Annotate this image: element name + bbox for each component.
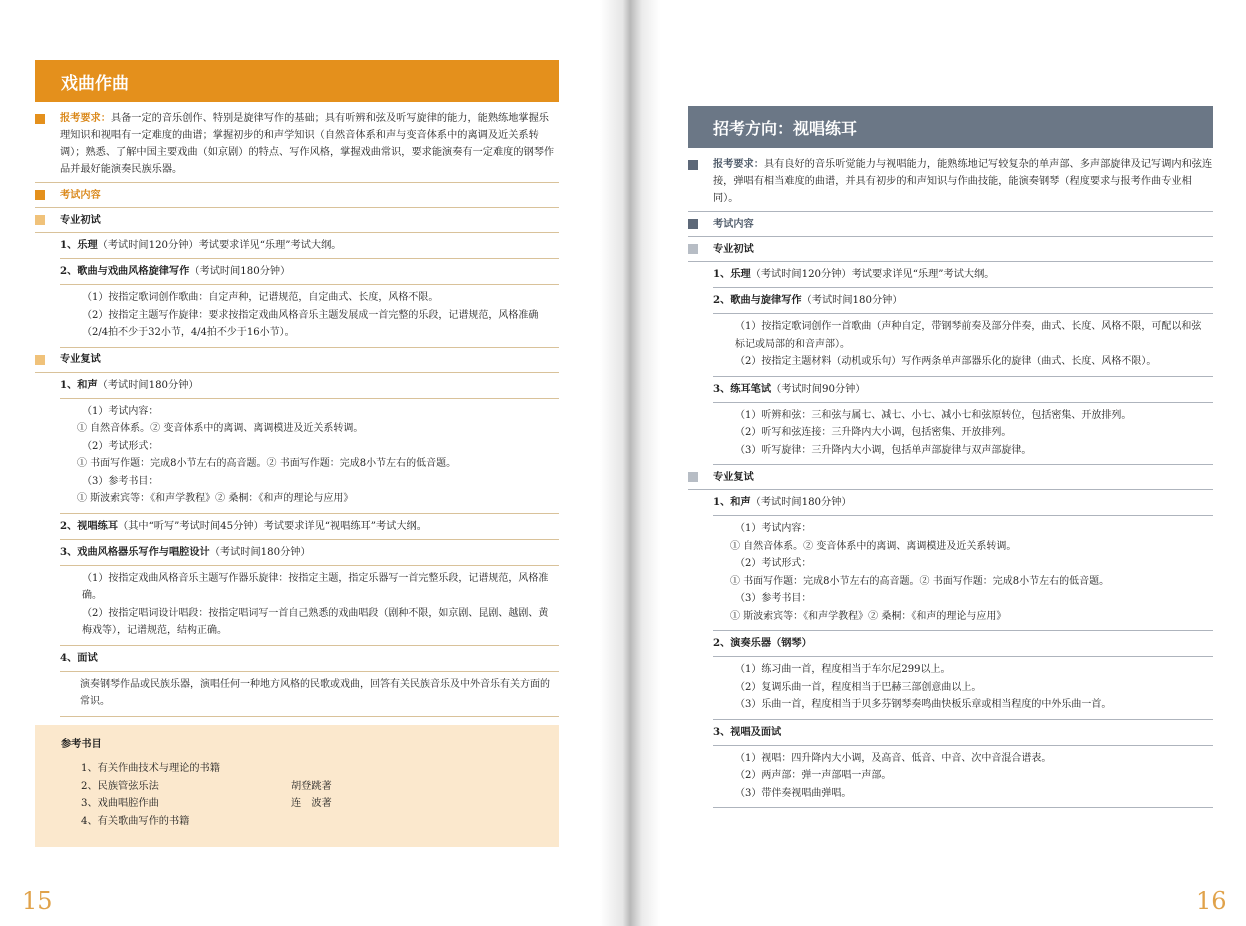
- section-detail: （1）考试内容： ① 自然音体系。② 变音体系中的离调、离调模进及近关系转调。 （2）考试形式： ① 书面写作题：完成8小节左右的高音题。② 书面写作题：完成8小节左右的低音题。 （3）参考书目： ① 斯波索宾等：《和声学教程》② 桑桐：《和声的理论与应用》: [60, 399, 559, 514]
- ref-row: 4、有关歌曲写作的书籍: [81, 815, 190, 827]
- requirements: [688, 156, 1213, 212]
- section-detail: （1）听辨和弦：三和弦与属七、减七、小七、减小七和弦原转位，包括密集、开放排列。 （2）听写和弦连接：三升降内大小调，包括密集、开放排列。 （3）听写旋律：三升降内大小调，包括单声部旋律与双声部旋律。: [713, 403, 1213, 466]
- ref-row: 2、民族管弦乐法 胡登跳著: [81, 780, 332, 792]
- page-title: 戏曲作曲: [35, 60, 559, 102]
- section-detail: （1）按指定歌词创作一首歌曲（声种自定，带钢琴前奏及部分伴奏，曲式、长度、风格不限，可配以和弦标记或局部的和音声部）。 （2）按指定主题材料（动机或乐句）写作两条单声部器乐化的旋律（曲式、长度、风格不限）。: [713, 314, 1213, 377]
- right-content: [688, 156, 1213, 808]
- initial-exam-heading: 专业初试: [688, 237, 1213, 262]
- section-ear-training: 3、练耳笔试（考试时间90分钟）: [713, 377, 1213, 403]
- section-solfeggio: 2、视唱练耳（其中“听写”考试时间45分钟）考试要求详见“视唱练耳”考试大纲。: [60, 514, 559, 540]
- section-harmony: 1、和声（考试时间180分钟）: [60, 373, 559, 399]
- section-music-theory: 1、乐理（考试时间120分钟）考试要求详见“乐理”考试大纲。: [60, 233, 559, 259]
- section-harmony: 1、和声（考试时间180分钟）: [713, 490, 1213, 516]
- bullet-square-icon: [35, 355, 45, 365]
- section-song-writing: 2、歌曲与旋律写作（考试时间180分钟）: [713, 288, 1213, 314]
- bullet-square-icon: [688, 219, 698, 229]
- section-detail: （1）视唱：四升降内大小调，及高音、低音、中音、次中音混合谱表。 （2）两声部：弹一声部唱一声部。 （3）带伴奏视唱曲弹唱。: [713, 746, 1213, 809]
- section-interview: 4、面试: [60, 646, 559, 672]
- refs-title: 参考书目: [61, 738, 102, 750]
- ref-row: 1、有关作曲技术与理论的书籍: [81, 763, 220, 774]
- book-gutter-shadow: [600, 0, 660, 926]
- bullet-square-icon: [688, 244, 698, 254]
- section-piano: 2、演奏乐器（钢琴）: [713, 631, 1213, 657]
- section-detail: 演奏钢琴作品或民族乐器，演唱任何一种地方风格的民歌或戏曲，回答有关民族音乐及中外音乐有关方面的常识。: [60, 672, 559, 717]
- page-number: 16: [1196, 887, 1227, 915]
- ref-row: 3、戏曲唱腔作曲 连 波著: [81, 798, 332, 809]
- req-label: 报考要求：: [60, 112, 111, 124]
- exam-content-heading: 考试内容: [35, 183, 559, 208]
- bullet-square-icon: [35, 114, 45, 124]
- reference-books-box: [35, 725, 559, 847]
- left-content: [35, 110, 559, 717]
- req-text: 具备一定的音乐创作、特别是旋律写作的基础；具有听辨和弦及听写旋律的能力，能熟练地掌握乐理知识和视唱有一定难度的曲谱；掌握初步的和声学知识（自然音体系和声与变音体系中的离调及近关系转调）；熟悉、了解中国主要戏曲（如京剧）的特点、写作风格，掌握戏曲常识，要求能演奏有一定难度的钢琴作品并最好能演奏民族乐器。: [60, 113, 555, 175]
- requirements: [35, 110, 559, 183]
- bullet-square-icon: [35, 190, 45, 200]
- retest-heading: 专业复试: [35, 348, 559, 373]
- req-label: 报考要求：: [713, 158, 764, 170]
- section-opera-instrumental: 3、戏曲风格器乐写作与唱腔设计（考试时间180分钟）: [60, 540, 559, 566]
- page-number: 15: [22, 887, 53, 915]
- exam-content-heading: 考试内容: [688, 212, 1213, 237]
- retest-heading: 专业复试: [688, 465, 1213, 490]
- section-detail: （1）按指定歌词创作歌曲：自定声种，记谱规范，自定曲式、长度，风格不限。 （2）按指定主题写作旋律：要求按指定戏曲风格音乐主题发展成一首完整的乐段，记谱规范，风格准确（2/4拍不少于32小节，4/4拍不少于16小节）。: [60, 285, 559, 348]
- section-detail: （1）考试内容： ① 自然音体系。② 变音体系中的离调、离调模进及近关系转调。 （2）考试形式： ① 书面写作题：完成8小节左右的高音题。② 书面写作题：完成8小节左右的低音题。 （3）参考书目： ① 斯波索宾等：《和声学教程》② 桑桐：《和声的理论与应用》: [713, 516, 1213, 631]
- initial-exam-heading: 专业初试: [35, 208, 559, 233]
- bullet-square-icon: [35, 215, 45, 225]
- right-page: [623, 0, 1246, 926]
- page-title: 招考方向：视唱练耳: [688, 106, 1213, 148]
- section-song-writing: 2、歌曲与戏曲风格旋律写作（考试时间180分钟）: [60, 259, 559, 285]
- bullet-square-icon: [688, 472, 698, 482]
- req-text: 具有良好的音乐听觉能力与视唱能力，能熟练地记写较复杂的单声部、多声部旋律及记写调内和弦连接，弹唱有相当难度的曲谱，并具有初步的和声知识与作曲技能，能演奏钢琴（程度要求与报考作曲专业相同）。: [713, 159, 1213, 204]
- section-music-theory: 1、乐理（考试时间120分钟）考试要求详见“乐理”考试大纲。: [713, 262, 1213, 288]
- bullet-square-icon: [688, 160, 698, 170]
- section-detail: （1）按指定戏曲风格音乐主题写作器乐旋律：按指定主题，指定乐器写一首完整乐段，记谱规范，风格准确。 （2）按指定唱词设计唱段：按指定唱词写一首自己熟悉的戏曲唱段（剧种不限，如京剧、昆剧、越剧、黄梅戏等），记谱规范，结构正确。: [60, 566, 559, 646]
- section-sight-singing: 3、视唱及面试: [713, 720, 1213, 746]
- section-detail: （1）练习曲一首，程度相当于车尔尼299以上。 （2）复调乐曲一首，程度相当于巴赫三部创意曲以上。 （3）乐曲一首，程度相当于贝多芬钢琴奏鸣曲快板乐章或相当程度的中外乐曲一首。: [713, 657, 1213, 720]
